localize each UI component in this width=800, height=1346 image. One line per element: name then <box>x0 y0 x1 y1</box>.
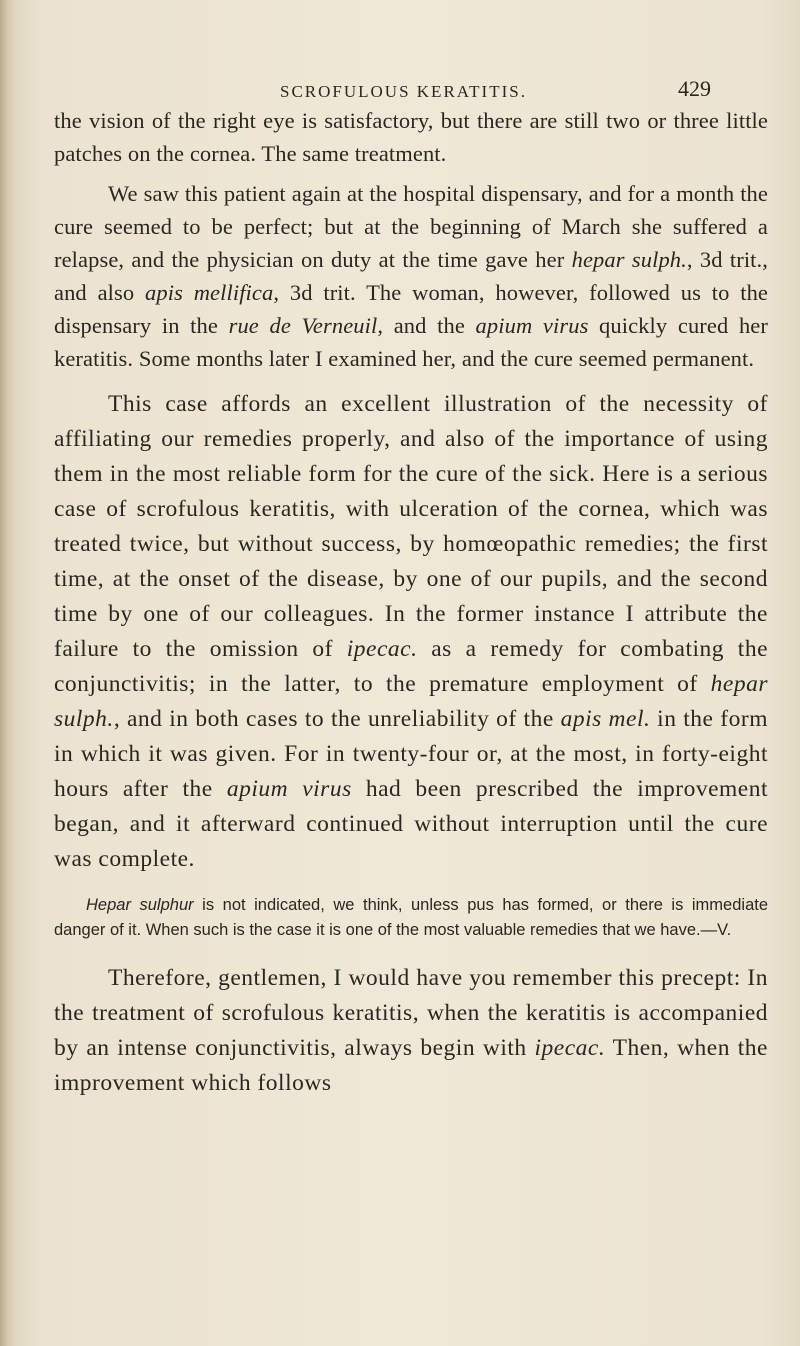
italic-remedy: ipecac. <box>534 1035 606 1061</box>
text-run: Then, when the improvement which follows <box>54 1035 768 1096</box>
text-run: quickly cured her keratitis. Some months later I examined her, and the cure seemed permanent. <box>54 313 768 371</box>
text-run: is not indicated, we think, unless pus has formed, or there is immediate danger of it. When such is the case it is one of the most valuable remedies that we have.—V. <box>54 896 769 939</box>
paragraph-precept <box>54 961 768 1101</box>
text-run: had been prescribed the improvement began, and it afterward continued without interruption until the cure was complete. <box>54 776 768 872</box>
italic-remedy: apis mellifica <box>145 280 274 305</box>
text-run: as a remedy for combating the conjunctivitis; in the latter, to the premature employment of <box>54 636 769 697</box>
page-binding-shadow <box>0 0 14 1346</box>
text-run: the vision of the right eye is satisfactory, but there are still two or three little patches on the cornea. The same treatment. <box>54 108 768 166</box>
body-text <box>54 104 768 1101</box>
text-run: We saw this patient again at the hospital dispensary, and for a month the cure seemed to be perfect; but at the beginning of March she suffered a relapse, and the physician on duty at the time gave her <box>54 181 768 272</box>
italic-place: rue de Verneuil <box>228 313 378 338</box>
italic-remedy: apium virus <box>226 776 352 802</box>
text-run: This case affords an excellent illustration of the necessity of affiliating our remedies properly, and also of the importance of using them in the most reliable form for the cure of the sick. Here is a serious case of scrofulous keratitis, with ulceration of the cornea, which was treated twice, but without success, by homœopathic remedies; the first time, at the onset of the disease, by one of our pupils, and the second time by one of our colleagues. In the former instance I attribute the failure to the omission of <box>54 391 768 662</box>
italic-remedy: ipecac. <box>346 636 418 662</box>
text-run: in the form in which it was given. For in twenty-four or, at the most, in forty-eight hours after the <box>54 706 768 802</box>
page-number: 429 <box>678 76 711 101</box>
text-run: , 3d trit., and also <box>54 247 768 305</box>
italic-remedy: apis mel. <box>560 706 651 732</box>
paragraph-illustration <box>54 387 768 877</box>
translator-footnote <box>54 893 768 943</box>
running-head: SCROFULOUS KERATITIS. <box>280 82 527 101</box>
paragraph-relapse <box>54 177 768 375</box>
text-run: , and in both cases to the unreliability of the <box>113 706 561 732</box>
paragraph-continuation <box>54 104 768 170</box>
italic-remedy: hepar sulph. <box>54 671 768 732</box>
text-run: , 3d trit. The woman, however, followed us to the dispensary in the <box>54 280 769 338</box>
italic-remedy: Hepar sulphur <box>86 896 194 914</box>
italic-remedy: apium virus <box>475 313 589 338</box>
text-run: , and the <box>377 313 476 338</box>
text-run: Therefore, gentlemen, I would have you remember this precept: In the treatment of scrofulous keratitis, when the keratitis is accompanied by an intense conjunctivitis, always begin with <box>54 965 768 1061</box>
italic-remedy: hepar sulph. <box>571 247 687 272</box>
